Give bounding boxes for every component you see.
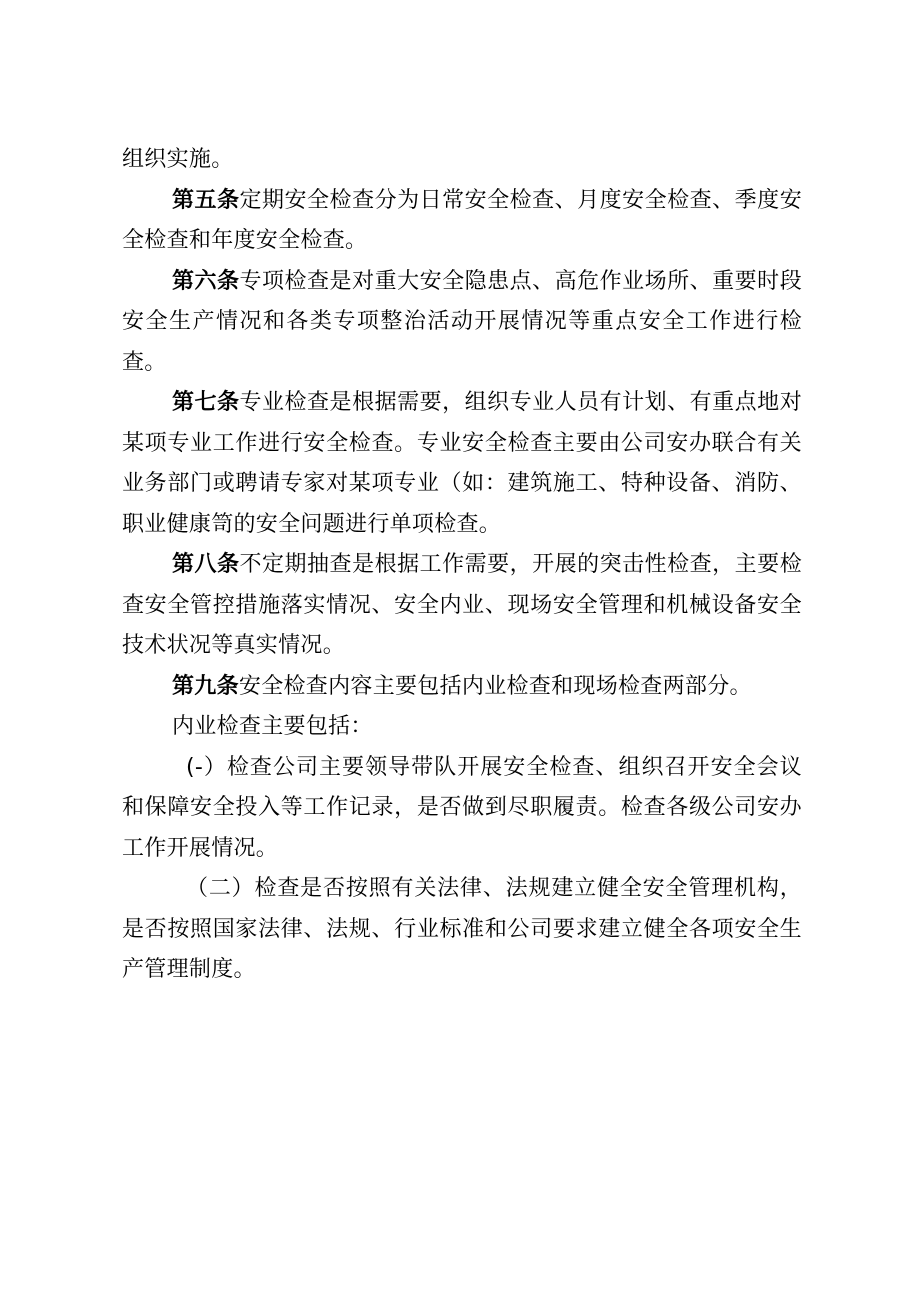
paragraph-text: 安全检查内容主要包括内业检查和现场检查两部分。 (238, 673, 752, 699)
article-label: 第九条 (172, 673, 239, 699)
paragraph-text: 不定期抽查是根据工作需要，开展的突击性检查，主要检查安全管控措施落实情况、安全内业、现场安全管理和机械设备安全技术状况等真实情况。 (122, 552, 802, 658)
paragraph-text: 专业检查是根据需要，组织专业人员有计划、有重点地对某项专业工作进行安全检查。专业安全检查主要由公司安办联合有关业务部门或聘请专家对某项专业（如：建筑施工、特种设备、消防、职业健康笥的安全问题进行单项检查。 (122, 390, 802, 537)
article-8-paragraph (122, 545, 802, 667)
list-item-2 (122, 869, 802, 991)
paragraph-text: （二）检查是否按照有关法律、法规建立健全安全管理机构，是否按照国家法律、法规、行业标准和公司要求建立健全各项安全生产管理制度。 (122, 876, 802, 982)
paragraph-text: 组织实施。 (122, 147, 234, 172)
list-item-1 (122, 748, 802, 870)
article-label: 第五条 (172, 187, 240, 213)
internal-inspection-intro (122, 707, 802, 748)
paragraph-text: 定期安全检查分为日常安全检查、月度安全检查、季度安全检查和年度安全检查。 (122, 187, 802, 253)
article-label: 第六条 (172, 268, 240, 294)
article-6-paragraph (122, 262, 802, 384)
article-label: 第七条 (172, 390, 240, 415)
article-5-paragraph (122, 181, 802, 262)
paragraph-text: 专项检查是对重大安全隐患点、高危作业场所、重要时段安全生产情况和各类专项整治活动开展情况等重点安全工作进行检查。 (122, 268, 802, 375)
article-7-paragraph (122, 383, 802, 545)
paragraph-continuation (122, 140, 802, 181)
paragraph-text: 内业检查主要包括： (172, 714, 373, 739)
article-9-paragraph (122, 667, 802, 708)
document-body (122, 140, 802, 991)
article-label: 第八条 (172, 552, 240, 577)
paragraph-text: (-）检查公司主要领导带队开展安全检查、组织召开安全会议和保障安全投入等工作记录，是否做到尽职履责。检查各级公司安办工作开展情况。 (122, 754, 802, 861)
